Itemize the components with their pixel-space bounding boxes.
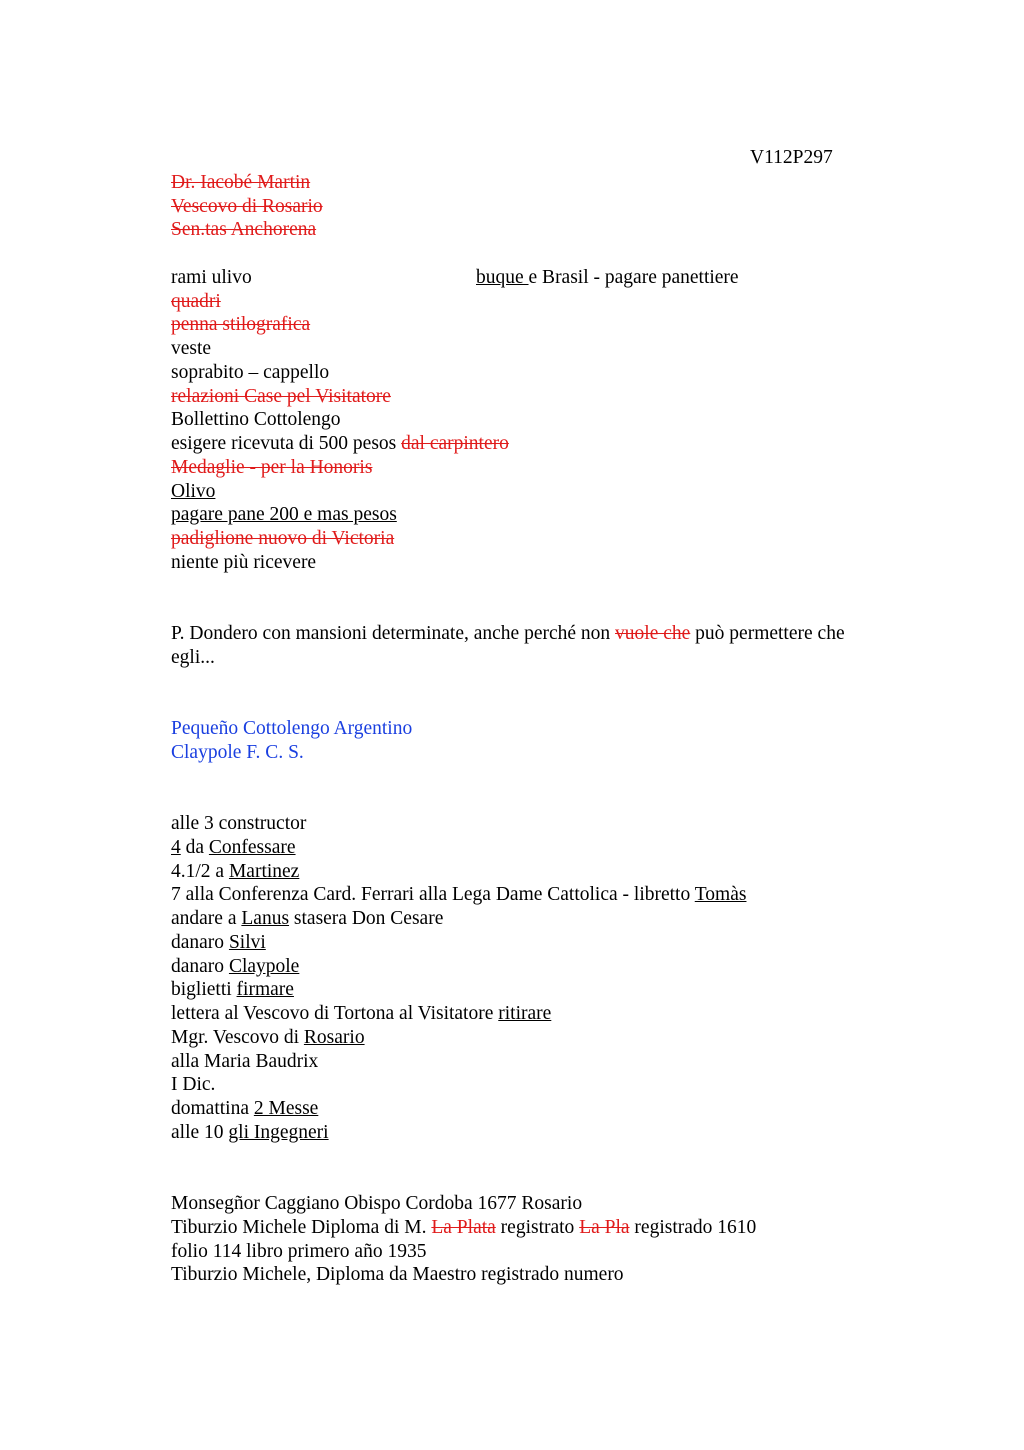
- underlined-word: buque: [476, 267, 529, 288]
- note-text: danaro: [171, 932, 229, 953]
- underlined-word: gli Ingegneri: [228, 1122, 329, 1143]
- note-text: Tiburzio Michele Diploma di M.: [171, 1217, 432, 1238]
- note-text: registrato: [495, 1217, 580, 1238]
- note-text: domattina: [171, 1098, 254, 1119]
- deleted-word: vuole che: [615, 623, 691, 644]
- underlined-word: firmare: [236, 979, 294, 1000]
- dondero-line: egli...: [171, 647, 215, 668]
- agenda-line: [171, 978, 294, 1002]
- agenda-line: [171, 883, 746, 907]
- deleted-header-line: Dr. Iacobé Martin: [171, 172, 311, 193]
- note-text: e Brasil - pagare panettiere: [528, 267, 739, 288]
- agenda-line: alle 3 constructor: [171, 813, 307, 834]
- underlined-note-line: Olivo: [171, 481, 216, 502]
- note-text: stasera Don Cesare: [289, 908, 444, 929]
- final-line: Monsegñor Caggiano Obispo Cordoba 1677 Rosario: [171, 1193, 583, 1214]
- deleted-word: La Plata: [431, 1217, 496, 1238]
- deleted-note-line: quadri: [171, 291, 221, 312]
- deleted-header-line: Vescovo di Rosario: [171, 196, 323, 217]
- note-line: rami ulivo: [171, 267, 252, 288]
- final-line: Tiburzio Michele, Diploma da Maestro registrado numero: [171, 1264, 624, 1285]
- note-text: da: [180, 837, 209, 858]
- underlined-word: Confessare: [208, 837, 296, 858]
- underlined-word: Silvi: [228, 932, 266, 953]
- deleted-note-line: padiglione nuovo di Victoria: [171, 528, 395, 549]
- deleted-header-line: Sen.tas Anchorena: [171, 219, 317, 240]
- note-text: andare a: [171, 908, 242, 929]
- note-text: Mgr. Vescovo di: [171, 1027, 304, 1048]
- agenda-line: [171, 907, 443, 931]
- agenda-line: I Dic.: [171, 1074, 216, 1095]
- deleted-note-line: penna stilografica: [171, 314, 311, 335]
- note-text: lettera al Vescovo di Tortona al Visitatore: [171, 1003, 499, 1024]
- note-line: Bollettino Cottolengo: [171, 409, 341, 430]
- underlined-word: Lanus: [241, 908, 290, 929]
- agenda-line: [171, 1026, 365, 1050]
- deleted-note-line: Medaglie - per la Honoris: [171, 457, 373, 478]
- deleted-word: La Pla: [579, 1217, 630, 1238]
- note-text: esigere ricevuta di 500 pesos: [171, 433, 402, 454]
- underlined-word: Tomàs: [694, 884, 747, 905]
- deleted-word: dal carpintero: [401, 433, 509, 454]
- stamp-line: Pequeño Cottolengo Argentino: [171, 718, 413, 739]
- agenda-line: [171, 955, 299, 979]
- deleted-note-line: relazioni Case pel Visitatore: [171, 386, 391, 407]
- agenda-line: [171, 1097, 318, 1121]
- agenda-line: alla Maria Baudrix: [171, 1051, 319, 1072]
- note-text: 4.1/2 a: [171, 861, 229, 882]
- note-line: [476, 266, 739, 290]
- underlined-word: 2 Messe: [253, 1098, 319, 1119]
- stamp-line: Claypole F. C. S.: [171, 742, 304, 763]
- underlined-word: Martinez: [228, 861, 300, 882]
- dondero-line: [171, 622, 845, 646]
- note-text: registrado 1610: [629, 1217, 757, 1238]
- note-text: può permettere che: [690, 623, 845, 644]
- note-text: P. Dondero con mansioni determinate, anche perché non: [171, 623, 616, 644]
- agenda-line: [171, 1002, 551, 1026]
- underlined-word: ritirare: [498, 1003, 552, 1024]
- note-line: niente più ricevere: [171, 552, 317, 573]
- final-line: [171, 1216, 756, 1240]
- underlined-note-line: pagare pane 200 e mas pesos: [171, 504, 397, 525]
- underlined-word: 4: [171, 837, 181, 858]
- agenda-line: [171, 836, 296, 860]
- agenda-line: [171, 931, 266, 955]
- note-text: danaro: [171, 956, 229, 977]
- final-line: folio 114 libro primero año 1935: [171, 1241, 427, 1262]
- agenda-line: [171, 1121, 329, 1145]
- underlined-word: Claypole: [228, 956, 300, 977]
- agenda-line: [171, 860, 299, 884]
- note-text: alle 10: [171, 1122, 229, 1143]
- note-line: [171, 432, 509, 456]
- note-text: biglietti: [171, 979, 237, 1000]
- note-text: 7 alla Conferenza Card. Ferrari alla Lega Dame Cattolica - libretto: [171, 884, 695, 905]
- underlined-word: Rosario: [303, 1027, 365, 1048]
- note-line: soprabito – cappello: [171, 362, 330, 383]
- page-code: V112P297: [750, 147, 833, 168]
- note-line: veste: [171, 338, 212, 359]
